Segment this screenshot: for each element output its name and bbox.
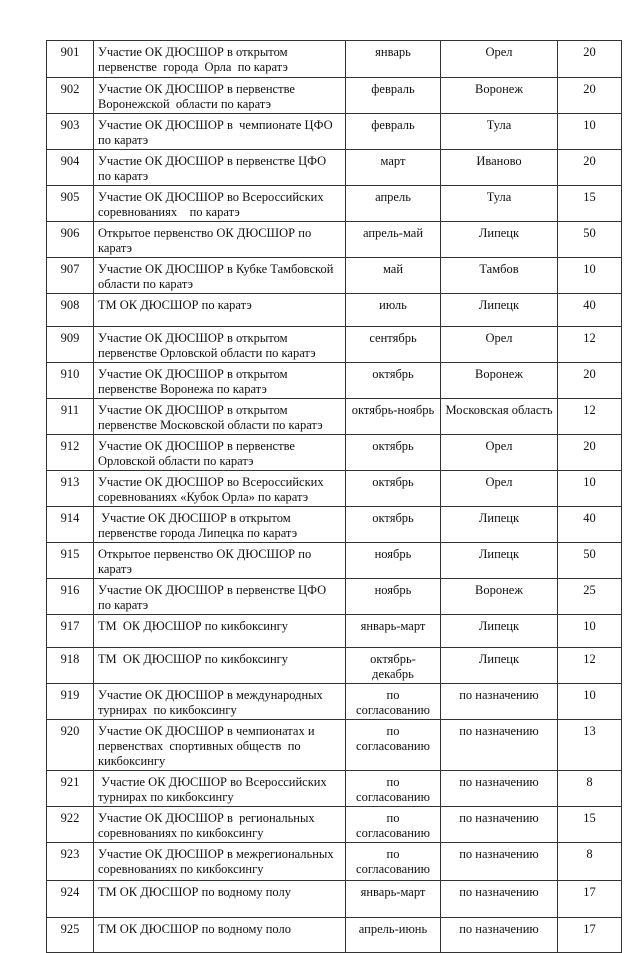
row-number-cell: 925 (47, 918, 94, 953)
row-number-cell: 918 (47, 648, 94, 684)
table-row (47, 720, 622, 771)
event-date-cell: ноябрь (346, 543, 441, 579)
row-number-cell: 905 (47, 186, 94, 222)
participants-count-cell: 12 (558, 648, 622, 684)
participants-count-cell: 8 (558, 771, 622, 807)
event-name-cell: Участие ОК ДЮСШОР в международных турнирах по кикбоксингу (94, 684, 346, 720)
participants-count-cell: 15 (558, 807, 622, 843)
participants-count-cell: 20 (558, 78, 622, 114)
event-place-cell: Тула (441, 186, 558, 222)
participants-count-cell: 20 (558, 363, 622, 399)
event-date-cell: апрель-май (346, 222, 441, 258)
participants-count-cell: 20 (558, 435, 622, 471)
table-row (47, 881, 622, 918)
participants-count-cell: 10 (558, 615, 622, 648)
event-date-cell: октябрь-ноябрь (346, 399, 441, 435)
event-place-cell: Орел (441, 41, 558, 78)
table-row (47, 435, 622, 471)
row-number-cell: 903 (47, 114, 94, 150)
table-row (47, 648, 622, 684)
row-number-cell: 915 (47, 543, 94, 579)
event-date-cell: апрель (346, 186, 441, 222)
table-row (47, 615, 622, 648)
participants-count-cell: 17 (558, 881, 622, 918)
row-number-cell: 908 (47, 294, 94, 327)
table-row (47, 918, 622, 953)
event-place-cell: Липецк (441, 222, 558, 258)
event-name-cell: Участие ОК ДЮСШОР в открытом первенстве города Липецка по каратэ (94, 507, 346, 543)
event-name-cell: Участие ОК ДЮСШОР во Всероссийских соревнованиях по каратэ (94, 186, 346, 222)
participants-count-cell: 40 (558, 507, 622, 543)
row-number-cell: 913 (47, 471, 94, 507)
event-place-cell: Орел (441, 471, 558, 507)
table-row (47, 771, 622, 807)
event-date-cell: февраль (346, 78, 441, 114)
event-date-cell: май (346, 258, 441, 294)
participants-count-cell: 25 (558, 579, 622, 615)
event-place-cell: Иваново (441, 150, 558, 186)
participants-count-cell: 13 (558, 720, 622, 771)
table-row (47, 507, 622, 543)
participants-count-cell: 10 (558, 258, 622, 294)
event-place-cell: по назначению (441, 881, 558, 918)
event-place-cell: по назначению (441, 720, 558, 771)
event-place-cell: Липецк (441, 294, 558, 327)
event-name-cell: Открытое первенство ОК ДЮСШОР по каратэ (94, 222, 346, 258)
row-number-cell: 923 (47, 843, 94, 881)
event-date-cell: октябрь (346, 363, 441, 399)
row-number-cell: 909 (47, 327, 94, 363)
participants-count-cell: 12 (558, 327, 622, 363)
event-name-cell: ТМ ОК ДЮСШОР по водному полу (94, 881, 346, 918)
row-number-cell: 910 (47, 363, 94, 399)
event-place-cell: по назначению (441, 771, 558, 807)
event-name-cell: Участие ОК ДЮСШОР в открытом первенстве города Орла по каратэ (94, 41, 346, 78)
participants-count-cell: 20 (558, 41, 622, 78)
event-place-cell: Липецк (441, 615, 558, 648)
event-date-cell: апрель-июнь (346, 918, 441, 953)
table-row (47, 78, 622, 114)
row-number-cell: 901 (47, 41, 94, 78)
participants-count-cell: 40 (558, 294, 622, 327)
event-name-cell: Открытое первенство ОК ДЮСШОР по каратэ (94, 543, 346, 579)
table-row (47, 843, 622, 881)
event-name-cell: Участие ОК ДЮСШОР во Всероссийских соревнованиях «Кубок Орла» по каратэ (94, 471, 346, 507)
event-date-cell: по согласованию (346, 843, 441, 881)
participants-count-cell: 10 (558, 114, 622, 150)
event-date-cell: февраль (346, 114, 441, 150)
event-date-cell: июль (346, 294, 441, 327)
event-date-cell: сентябрь (346, 327, 441, 363)
participants-count-cell: 50 (558, 222, 622, 258)
participants-count-cell: 10 (558, 471, 622, 507)
event-place-cell: Липецк (441, 543, 558, 579)
event-place-cell: по назначению (441, 807, 558, 843)
row-number-cell: 912 (47, 435, 94, 471)
event-name-cell: ТМ ОК ДЮСШОР по водному поло (94, 918, 346, 953)
event-date-cell: январь-март (346, 881, 441, 918)
row-number-cell: 914 (47, 507, 94, 543)
table-row (47, 684, 622, 720)
participants-count-cell: 20 (558, 150, 622, 186)
row-number-cell: 920 (47, 720, 94, 771)
event-date-cell: ноябрь (346, 579, 441, 615)
event-date-cell: январь-март (346, 615, 441, 648)
event-name-cell: Участие ОК ДЮСШОР в Кубке Тамбовской области по каратэ (94, 258, 346, 294)
row-number-cell: 902 (47, 78, 94, 114)
event-date-cell: октябрь (346, 471, 441, 507)
row-number-cell: 916 (47, 579, 94, 615)
table-row (47, 150, 622, 186)
event-name-cell: Участие ОК ДЮСШОР в первенстве Орловской области по каратэ (94, 435, 346, 471)
table-row (47, 579, 622, 615)
row-number-cell: 922 (47, 807, 94, 843)
table-row (47, 41, 622, 78)
event-place-cell: Воронеж (441, 78, 558, 114)
participants-count-cell: 12 (558, 399, 622, 435)
participants-count-cell: 50 (558, 543, 622, 579)
row-number-cell: 917 (47, 615, 94, 648)
event-place-cell: Московская область (441, 399, 558, 435)
event-name-cell: Участие ОК ДЮСШОР в первенстве Воронежской области по каратэ (94, 78, 346, 114)
table-row (47, 294, 622, 327)
table-row (47, 114, 622, 150)
table-row (47, 471, 622, 507)
event-name-cell: ТМ ОК ДЮСШОР по каратэ (94, 294, 346, 327)
table-row (47, 807, 622, 843)
events-table (46, 40, 622, 953)
event-name-cell: Участие ОК ДЮСШОР в первенстве ЦФО по каратэ (94, 579, 346, 615)
event-place-cell: по назначению (441, 843, 558, 881)
row-number-cell: 907 (47, 258, 94, 294)
events-table-body (47, 41, 622, 953)
event-date-cell: январь (346, 41, 441, 78)
event-place-cell: Воронеж (441, 579, 558, 615)
row-number-cell: 911 (47, 399, 94, 435)
participants-count-cell: 17 (558, 918, 622, 953)
event-name-cell: ТМ ОК ДЮСШОР по кикбоксингу (94, 648, 346, 684)
event-place-cell: Орел (441, 327, 558, 363)
event-date-cell: октябрь (346, 435, 441, 471)
event-place-cell: Орел (441, 435, 558, 471)
table-row (47, 258, 622, 294)
event-date-cell: по согласованию (346, 807, 441, 843)
event-place-cell: Липецк (441, 507, 558, 543)
row-number-cell: 924 (47, 881, 94, 918)
event-date-cell: октябрь (346, 507, 441, 543)
participants-count-cell: 10 (558, 684, 622, 720)
participants-count-cell: 8 (558, 843, 622, 881)
event-name-cell: Участие ОК ДЮСШОР в чемпионатах и первенствах спортивных обществ по кикбоксингу (94, 720, 346, 771)
event-date-cell: октябрь-декабрь (346, 648, 441, 684)
event-name-cell: Участие ОК ДЮСШОР в чемпионате ЦФО по каратэ (94, 114, 346, 150)
table-row (47, 399, 622, 435)
event-name-cell: Участие ОК ДЮСШОР в региональных соревнованиях по кикбоксингу (94, 807, 346, 843)
event-place-cell: Липецк (441, 648, 558, 684)
event-name-cell: Участие ОК ДЮСШОР в межрегиональных соревнованиях по кикбоксингу (94, 843, 346, 881)
event-name-cell: ТМ ОК ДЮСШОР по кикбоксингу (94, 615, 346, 648)
table-row (47, 327, 622, 363)
event-name-cell: Участие ОК ДЮСШОР в открытом первенстве Орловской области по каратэ (94, 327, 346, 363)
event-name-cell: Участие ОК ДЮСШОР в первенстве ЦФО по каратэ (94, 150, 346, 186)
event-place-cell: Тула (441, 114, 558, 150)
event-place-cell: по назначению (441, 684, 558, 720)
row-number-cell: 906 (47, 222, 94, 258)
table-row (47, 363, 622, 399)
event-name-cell: Участие ОК ДЮСШОР в открытом первенстве Московской области по каратэ (94, 399, 346, 435)
event-place-cell: Воронеж (441, 363, 558, 399)
row-number-cell: 904 (47, 150, 94, 186)
event-place-cell: по назначению (441, 918, 558, 953)
event-date-cell: по согласованию (346, 771, 441, 807)
table-row (47, 543, 622, 579)
event-place-cell: Тамбов (441, 258, 558, 294)
table-row (47, 222, 622, 258)
participants-count-cell: 15 (558, 186, 622, 222)
event-name-cell: Участие ОК ДЮСШОР в открытом первенстве Воронежа по каратэ (94, 363, 346, 399)
event-name-cell: Участие ОК ДЮСШОР во Всероссийских турнирах по кикбоксингу (94, 771, 346, 807)
event-date-cell: март (346, 150, 441, 186)
event-date-cell: по согласованию (346, 720, 441, 771)
table-row (47, 186, 622, 222)
event-date-cell: по согласованию (346, 684, 441, 720)
row-number-cell: 921 (47, 771, 94, 807)
row-number-cell: 919 (47, 684, 94, 720)
